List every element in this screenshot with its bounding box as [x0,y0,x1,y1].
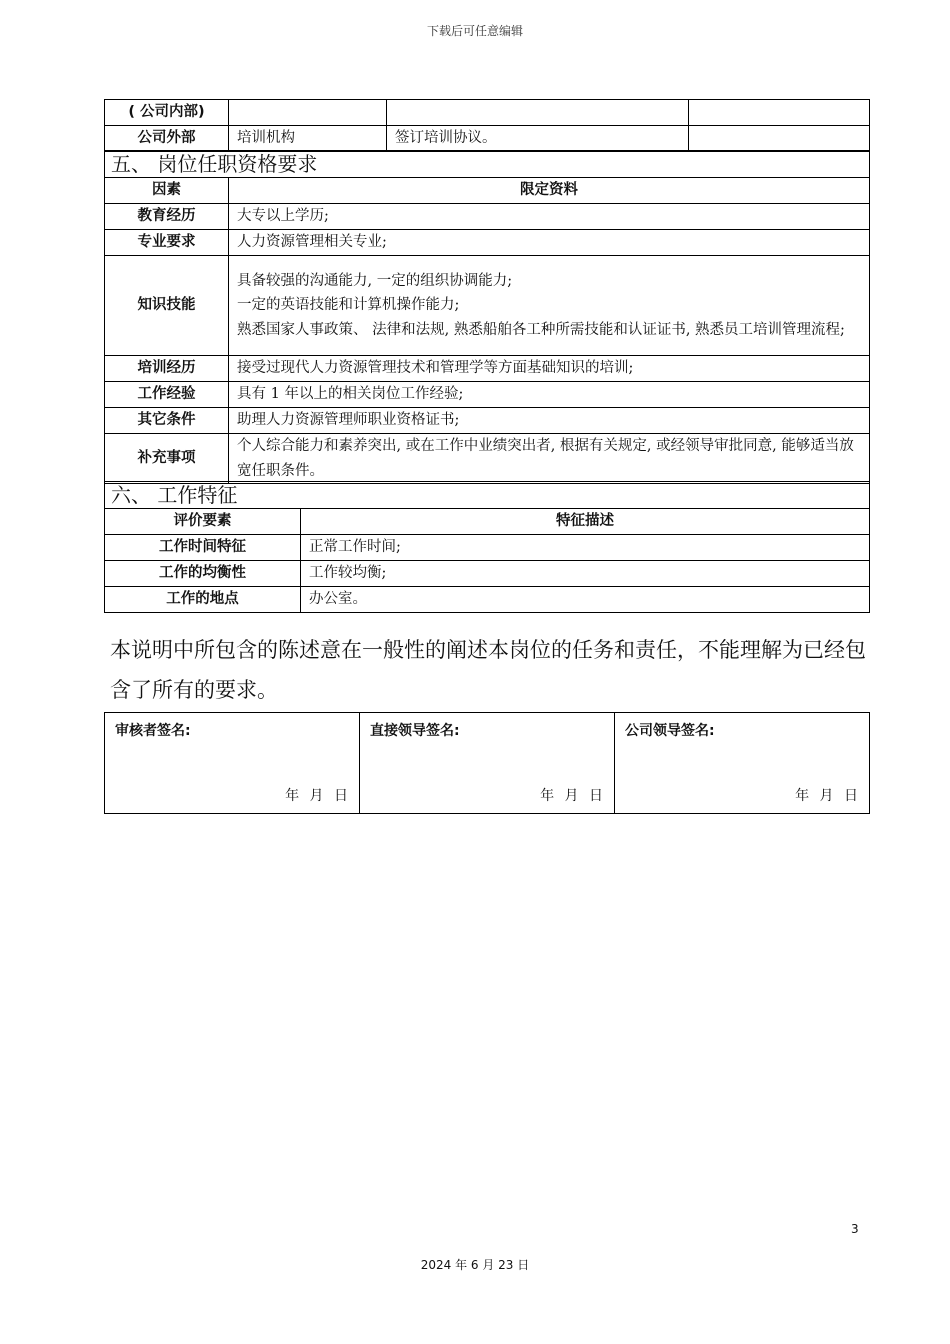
agreement-cell: 签订培训协议。 [387,126,689,152]
external-label: 公司外部 [105,126,229,152]
work-features-table [104,481,869,613]
disclaimer-statement: 本说明中所包含的陈述意在一般性的阐述本岗位的任务和责任，不能理解为已经包含了所有的要求。 [110,638,866,702]
row-label: 补充事项 [105,434,229,484]
row-label: 工作时间特征 [105,535,301,561]
training-table-continued [104,99,869,152]
row-value: 正常工作时间; [301,535,870,561]
internal-label: ( 公司内部) [105,100,229,126]
row-label: 工作的地点 [105,587,301,613]
qualification-table [104,150,869,484]
row-value: 大专以上学历; [229,204,870,230]
row-value: 个人综合能力和素养突出, 或在工作中业绩突出者, 根据有关规定, 或经领导审批同意, 能够适当放宽任职条件。 [229,434,870,484]
signature-date: 年 月 日 [540,788,606,804]
section5-title: 五、 岗位任职资格要求 [105,151,870,178]
row-value: 助理人力资源管理师职业资格证书; [229,408,870,434]
page-number: 3 [851,1222,859,1236]
training-org-cell: 培训机构 [229,126,387,152]
row-label: 专业要求 [105,230,229,256]
signature-date: 年 月 日 [285,788,351,804]
description-header: 特征描述 [301,509,870,535]
reviewer-signature-box[interactable] [105,713,360,814]
element-header: 评价要素 [105,509,301,535]
row-label: 培训经历 [105,356,229,382]
company-leader-signature-box[interactable] [615,713,870,814]
row-label: 教育经历 [105,204,229,230]
signature-label: 审核者签名: [115,723,191,739]
page-header: 下载后可任意编辑 [426,24,523,38]
row-value: 人力资源管理相关专业; [229,230,870,256]
row-label: 其它条件 [105,408,229,434]
row-value: 接受过现代人力资源管理技术和管理学等方面基础知识的培训; [229,356,870,382]
row-value: 具备较强的沟通能力, 一定的组织协调能力; 一定的英语技能和计算机操作能力; 熟悉国家人事政策、 法律和法规, 熟悉船舶各工种所需技能和认证证书, 熟悉员工培训管理流程; [229,256,870,356]
row-label: 工作的均衡性 [105,561,301,587]
signature-date: 年 月 日 [795,788,861,804]
supervisor-signature-box[interactable] [360,713,615,814]
row-label: 知识技能 [105,256,229,356]
signature-label: 公司领导签名: [625,723,715,739]
footer-date: 2024 年 6 月 23 日 [420,1258,530,1272]
row-value: 工作较均衡; [301,561,870,587]
signature-label: 直接领导签名: [370,723,460,739]
signature-table [104,712,869,814]
factor-header: 因素 [105,178,229,204]
row-value: 具有 1 年以上的相关岗位工作经验; [229,382,870,408]
row-value: 办公室。 [301,587,870,613]
row-label: 工作经验 [105,382,229,408]
section6-title: 六、 工作特征 [105,482,870,509]
content-header: 限定资料 [229,178,870,204]
